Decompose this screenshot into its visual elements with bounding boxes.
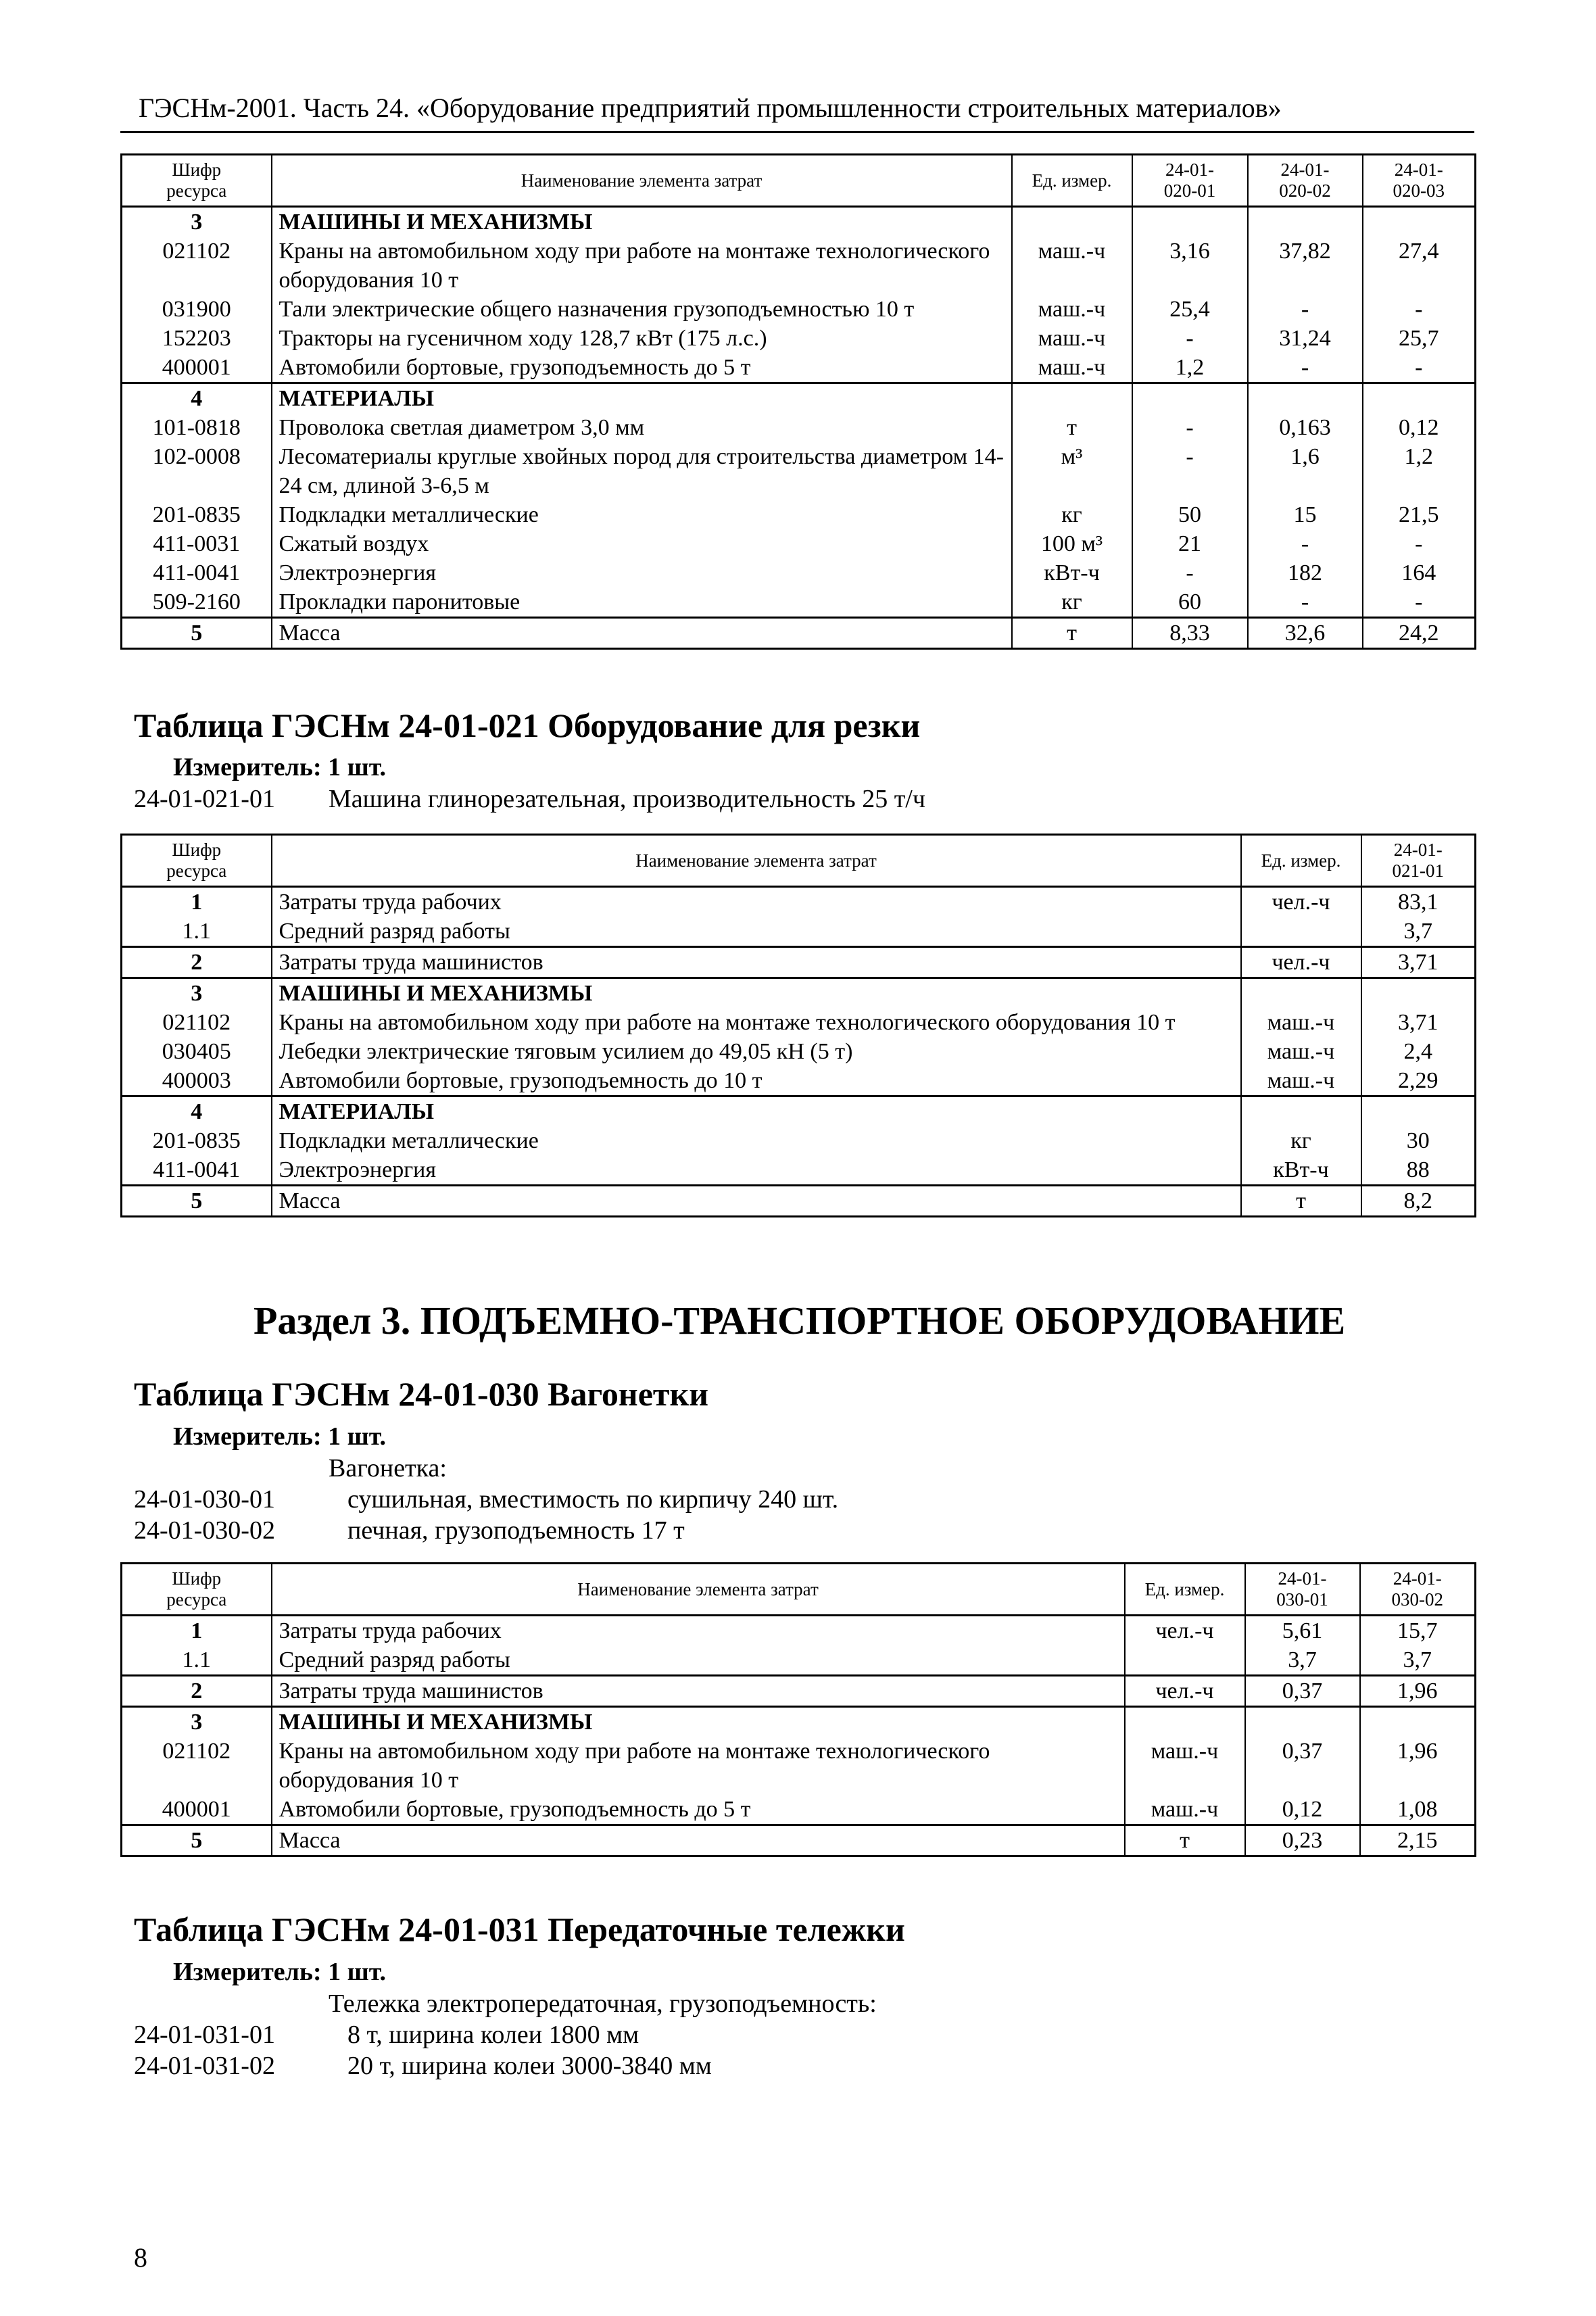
col-unit-header: Ед. измер. bbox=[1241, 835, 1361, 887]
unit-cell: т bbox=[1012, 413, 1132, 442]
cost-element-cell: Затраты труда машинистов bbox=[272, 1676, 1125, 1707]
cost-element-cell: Лебедки электрические тяговым усилием до 49,05 кН (5 т) bbox=[272, 1037, 1241, 1066]
resource-code-cell: 400001 bbox=[122, 1795, 272, 1825]
unit-cell: маш.-ч bbox=[1125, 1737, 1245, 1795]
cost-element-cell: Автомобили бортовые, грузоподъемность до 5 т bbox=[272, 353, 1012, 383]
col-norm-header: 24-01- 020-02 bbox=[1248, 155, 1363, 207]
col-norm-header: 24-01- 030-01 bbox=[1245, 1564, 1360, 1616]
norm-value-cell: 21,5 bbox=[1363, 500, 1476, 529]
resource-code-cell: 030405 bbox=[122, 1037, 272, 1066]
unit-cell: кг bbox=[1012, 500, 1132, 529]
table-row bbox=[122, 295, 1476, 324]
table-row bbox=[122, 978, 1476, 1009]
unit-cell: кВт-ч bbox=[1241, 1155, 1361, 1186]
resource-code-cell: 4 bbox=[122, 1096, 272, 1127]
resource-code-cell: 4 bbox=[122, 383, 272, 414]
cost-element-cell: Затраты труда рабочих bbox=[272, 1616, 1125, 1646]
resource-code-cell: 201-0835 bbox=[122, 500, 272, 529]
table-row bbox=[122, 1008, 1476, 1037]
unit-cell: т bbox=[1125, 1825, 1245, 1856]
table-row bbox=[122, 1676, 1476, 1707]
norm-value-cell: 21 bbox=[1132, 529, 1248, 558]
table-row bbox=[122, 618, 1476, 649]
table-row bbox=[122, 917, 1476, 947]
cost-element-cell: Электроэнергия bbox=[272, 558, 1012, 587]
table-row bbox=[122, 1795, 1476, 1825]
resource-code-cell: 1 bbox=[122, 1616, 272, 1646]
unit-cell: м³ bbox=[1012, 442, 1132, 500]
cost-element-cell: Краны на автомобильном ходу при работе на монтаже технологического оборудования 10 т bbox=[272, 1008, 1241, 1037]
table-header-row bbox=[122, 155, 1476, 207]
unit-cell: чел.-ч bbox=[1241, 947, 1361, 978]
table-row bbox=[122, 1616, 1476, 1646]
norm-value-cell: 2,4 bbox=[1361, 1037, 1476, 1066]
norm-value-cell: 60 bbox=[1132, 587, 1248, 618]
norm-value-cell: - bbox=[1132, 413, 1248, 442]
norm-code: 24-01-030-01 bbox=[134, 1485, 275, 1514]
norm-value-cell bbox=[1363, 383, 1476, 414]
cost-element-cell: Масса bbox=[272, 618, 1012, 649]
unit-cell: т bbox=[1241, 1186, 1361, 1217]
col-norm-header: 24-01- 030-02 bbox=[1360, 1564, 1476, 1616]
unit-cell: чел.-ч bbox=[1125, 1676, 1245, 1707]
resource-code-cell: 021102 bbox=[122, 237, 272, 295]
resource-code-cell: 411-0031 bbox=[122, 529, 272, 558]
resource-code-cell: 1.1 bbox=[122, 917, 272, 947]
unit-cell: чел.-ч bbox=[1241, 887, 1361, 917]
norm-value-cell: 37,82 bbox=[1248, 237, 1363, 295]
table-row bbox=[122, 587, 1476, 618]
norm-value-cell: 8,2 bbox=[1361, 1186, 1476, 1217]
cost-element-cell: МАТЕРИАЛЫ bbox=[272, 1096, 1241, 1127]
resource-code-cell: 5 bbox=[122, 1186, 272, 1217]
norm-value-cell bbox=[1248, 383, 1363, 414]
table-row bbox=[122, 1707, 1476, 1737]
norm-value-cell bbox=[1363, 207, 1476, 237]
cost-element-cell: Лесоматериалы круглые хвойных пород для строительства диаметром 14-24 см, длиной 3-6,5 м bbox=[272, 442, 1012, 500]
cost-element-cell: Краны на автомобильном ходу при работе на монтаже технологического оборудования 10 т bbox=[272, 1737, 1125, 1795]
norm-value-cell bbox=[1248, 207, 1363, 237]
norm-value-cell bbox=[1360, 1707, 1476, 1737]
table-title-24-01-031: Таблица ГЭСНм 24-01-031 Передаточные тележки bbox=[134, 1910, 905, 1948]
norms-table-24-01-030 bbox=[120, 1562, 1476, 1857]
norm-value-cell: 2,29 bbox=[1361, 1066, 1476, 1096]
resource-code-cell: 102-0008 bbox=[122, 442, 272, 500]
resource-code-cell: 5 bbox=[122, 618, 272, 649]
norm-value-cell: 30 bbox=[1361, 1126, 1476, 1155]
unit-cell: 100 м³ bbox=[1012, 529, 1132, 558]
table-row bbox=[122, 529, 1476, 558]
norm-value-cell: 3,7 bbox=[1360, 1645, 1476, 1676]
cost-element-cell: МАШИНЫ И МЕХАНИЗМЫ bbox=[272, 207, 1012, 237]
norm-code: 24-01-021-01 bbox=[134, 785, 275, 813]
cost-element-cell: Прокладки паронитовые bbox=[272, 587, 1012, 618]
norm-value-cell: 15 bbox=[1248, 500, 1363, 529]
col-code-header: Шифр ресурса bbox=[122, 1564, 272, 1616]
norm-value-cell: 0,23 bbox=[1245, 1825, 1360, 1856]
norm-value-cell: - bbox=[1132, 324, 1248, 353]
norm-value-cell: - bbox=[1248, 353, 1363, 383]
col-norm-header: 24-01- 020-01 bbox=[1132, 155, 1248, 207]
resource-code-cell: 021102 bbox=[122, 1008, 272, 1037]
norm-code: 24-01-030-02 bbox=[134, 1516, 275, 1545]
unit-cell: т bbox=[1012, 618, 1132, 649]
measure-unit: Измеритель: 1 шт. bbox=[173, 1958, 387, 1986]
table-header-row bbox=[122, 835, 1476, 887]
cost-element-cell: Проволока светлая диаметром 3,0 мм bbox=[272, 413, 1012, 442]
unit-cell: кВт-ч bbox=[1012, 558, 1132, 587]
norm-value-cell: 24,2 bbox=[1363, 618, 1476, 649]
table-row bbox=[122, 1126, 1476, 1155]
resource-code-cell: 021102 bbox=[122, 1737, 272, 1795]
resource-code-cell: 509-2160 bbox=[122, 587, 272, 618]
norm-code: 24-01-031-01 bbox=[134, 2021, 275, 2049]
resource-code-cell: 400001 bbox=[122, 353, 272, 383]
norm-value-cell: 0,163 bbox=[1248, 413, 1363, 442]
col-unit-header: Ед. измер. bbox=[1012, 155, 1132, 207]
table-row bbox=[122, 947, 1476, 978]
table-row bbox=[122, 1825, 1476, 1856]
unit-cell bbox=[1125, 1707, 1245, 1737]
norm-value-cell: 0,37 bbox=[1245, 1676, 1360, 1707]
resource-code-cell: 3 bbox=[122, 1707, 272, 1737]
norm-value-cell bbox=[1132, 383, 1248, 414]
table-row bbox=[122, 1155, 1476, 1186]
cost-element-cell: МАШИНЫ И МЕХАНИЗМЫ bbox=[272, 978, 1241, 1009]
unit-cell: маш.-ч bbox=[1125, 1795, 1245, 1825]
col-norm-header: 24-01- 021-01 bbox=[1361, 835, 1476, 887]
table-header-row bbox=[122, 1564, 1476, 1616]
norm-value-cell: 27,4 bbox=[1363, 237, 1476, 295]
norm-value-cell: 1,6 bbox=[1248, 442, 1363, 500]
resource-code-cell: 5 bbox=[122, 1825, 272, 1856]
norm-value-cell: 0,12 bbox=[1363, 413, 1476, 442]
col-norm-header: 24-01- 020-03 bbox=[1363, 155, 1476, 207]
table-row bbox=[122, 353, 1476, 383]
table-row bbox=[122, 383, 1476, 414]
norm-value-cell: - bbox=[1363, 353, 1476, 383]
norm-value-cell: 1,2 bbox=[1132, 353, 1248, 383]
unit-cell: кг bbox=[1012, 587, 1132, 618]
unit-cell bbox=[1012, 207, 1132, 237]
resource-code-cell: 1.1 bbox=[122, 1645, 272, 1676]
measure-unit: Измеритель: 1 шт. bbox=[173, 1422, 387, 1451]
cost-element-cell: Тракторы на гусеничном ходу 128,7 кВт (175 л.с.) bbox=[272, 324, 1012, 353]
norm-value-cell: 1,96 bbox=[1360, 1737, 1476, 1795]
norm-value-cell: 31,24 bbox=[1248, 324, 1363, 353]
resource-code-cell: 031900 bbox=[122, 295, 272, 324]
norm-value-cell: 5,61 bbox=[1245, 1616, 1360, 1646]
cost-element-cell: Сжатый воздух bbox=[272, 529, 1012, 558]
norm-value-cell: - bbox=[1363, 295, 1476, 324]
norm-value-cell bbox=[1361, 1096, 1476, 1127]
cost-element-cell: Средний разряд работы bbox=[272, 917, 1241, 947]
resource-code-cell: 2 bbox=[122, 947, 272, 978]
table-row bbox=[122, 442, 1476, 500]
table-row bbox=[122, 1066, 1476, 1096]
unit-cell: кг bbox=[1241, 1126, 1361, 1155]
table-row bbox=[122, 558, 1476, 587]
section-heading: Раздел 3. ПОДЪЕМНО-ТРАНСПОРТНОЕ ОБОРУДОВАНИЕ bbox=[253, 1299, 1346, 1343]
norm-value-cell: - bbox=[1248, 295, 1363, 324]
cost-element-cell: Масса bbox=[272, 1825, 1125, 1856]
unit-cell: маш.-ч bbox=[1012, 353, 1132, 383]
norm-description: 20 т, ширина колеи 3000-3840 мм bbox=[347, 2052, 712, 2080]
resource-code-cell: 101-0818 bbox=[122, 413, 272, 442]
norm-value-cell bbox=[1361, 978, 1476, 1009]
norm-value-cell bbox=[1245, 1707, 1360, 1737]
page-number: 8 bbox=[134, 2242, 147, 2273]
table-row bbox=[122, 207, 1476, 237]
cost-element-cell: Затраты труда рабочих bbox=[272, 887, 1241, 917]
table-row bbox=[122, 887, 1476, 917]
norm-description: печная, грузоподъемность 17 т bbox=[347, 1516, 685, 1545]
resource-code-cell: 411-0041 bbox=[122, 558, 272, 587]
norm-value-cell: 182 bbox=[1248, 558, 1363, 587]
norm-intro: Тележка электропередаточная, грузоподъемность: bbox=[329, 1989, 877, 2018]
table-row bbox=[122, 324, 1476, 353]
norm-value-cell: 83,1 bbox=[1361, 887, 1476, 917]
unit-cell bbox=[1012, 383, 1132, 414]
norm-description: Машина глинорезательная, производительность 25 т/ч bbox=[329, 785, 925, 813]
cost-element-cell: Электроэнергия bbox=[272, 1155, 1241, 1186]
cost-element-cell: Затраты труда машинистов bbox=[272, 947, 1241, 978]
norm-intro: Вагонетка: bbox=[329, 1454, 447, 1482]
norm-value-cell: - bbox=[1363, 529, 1476, 558]
norms-table-24-01-021 bbox=[120, 834, 1476, 1217]
unit-cell bbox=[1241, 1096, 1361, 1127]
table-row bbox=[122, 1186, 1476, 1217]
norm-value-cell: 8,33 bbox=[1132, 618, 1248, 649]
running-header: ГЭСНм-2001. Часть 24. «Оборудование предприятий промышленности строительных материалов» bbox=[139, 93, 1282, 123]
col-code-header: Шифр ресурса bbox=[122, 835, 272, 887]
norm-value-cell: 25,7 bbox=[1363, 324, 1476, 353]
table-title-24-01-030: Таблица ГЭСНм 24-01-030 Вагонетки bbox=[134, 1375, 709, 1413]
resource-code-cell: 400003 bbox=[122, 1066, 272, 1096]
table-row bbox=[122, 1645, 1476, 1676]
norm-value-cell: - bbox=[1132, 558, 1248, 587]
resource-code-cell: 152203 bbox=[122, 324, 272, 353]
norm-value-cell: - bbox=[1363, 587, 1476, 618]
norm-value-cell: 25,4 bbox=[1132, 295, 1248, 324]
table-row bbox=[122, 500, 1476, 529]
unit-cell: маш.-ч bbox=[1012, 324, 1132, 353]
cost-element-cell: Автомобили бортовые, грузоподъемность до 5 т bbox=[272, 1795, 1125, 1825]
unit-cell: маш.-ч bbox=[1012, 295, 1132, 324]
norm-value-cell: 50 bbox=[1132, 500, 1248, 529]
table-row bbox=[122, 237, 1476, 295]
unit-cell: маш.-ч bbox=[1241, 1008, 1361, 1037]
cost-element-cell: Краны на автомобильном ходу при работе на монтаже технологического оборудования 10 т bbox=[272, 237, 1012, 295]
norm-description: 8 т, ширина колеи 1800 мм bbox=[347, 2021, 639, 2049]
unit-cell bbox=[1241, 917, 1361, 947]
table-row bbox=[122, 413, 1476, 442]
norm-value-cell: 164 bbox=[1363, 558, 1476, 587]
norm-value-cell: 1,96 bbox=[1360, 1676, 1476, 1707]
resource-code-cell: 3 bbox=[122, 978, 272, 1009]
cost-element-cell: МАТЕРИАЛЫ bbox=[272, 383, 1012, 414]
norm-value-cell: 2,15 bbox=[1360, 1825, 1476, 1856]
norms-table-24-01-020 bbox=[120, 153, 1476, 650]
unit-cell: маш.-ч bbox=[1241, 1066, 1361, 1096]
norm-value-cell: - bbox=[1248, 587, 1363, 618]
table-row bbox=[122, 1096, 1476, 1127]
measure-unit: Измеритель: 1 шт. bbox=[173, 753, 387, 781]
norm-value-cell: 1,08 bbox=[1360, 1795, 1476, 1825]
cost-element-cell: Масса bbox=[272, 1186, 1241, 1217]
cost-element-cell: Автомобили бортовые, грузоподъемность до 10 т bbox=[272, 1066, 1241, 1096]
norm-value-cell: 3,7 bbox=[1361, 917, 1476, 947]
col-name-header: Наименование элемента затрат bbox=[272, 835, 1241, 887]
cost-element-cell: Тали электрические общего назначения грузоподъемностью 10 т bbox=[272, 295, 1012, 324]
col-name-header: Наименование элемента затрат bbox=[272, 1564, 1125, 1616]
norm-value-cell: - bbox=[1248, 529, 1363, 558]
norm-value-cell: 0,12 bbox=[1245, 1795, 1360, 1825]
unit-cell: маш.-ч bbox=[1241, 1037, 1361, 1066]
unit-cell: чел.-ч bbox=[1125, 1616, 1245, 1646]
col-unit-header: Ед. измер. bbox=[1125, 1564, 1245, 1616]
norm-value-cell: 3,71 bbox=[1361, 1008, 1476, 1037]
resource-code-cell: 1 bbox=[122, 887, 272, 917]
resource-code-cell: 2 bbox=[122, 1676, 272, 1707]
table-row bbox=[122, 1037, 1476, 1066]
resource-code-cell: 3 bbox=[122, 207, 272, 237]
table-row bbox=[122, 1737, 1476, 1795]
resource-code-cell: 201-0835 bbox=[122, 1126, 272, 1155]
norm-value-cell: 0,37 bbox=[1245, 1737, 1360, 1795]
unit-cell bbox=[1125, 1645, 1245, 1676]
norm-value-cell: 3,71 bbox=[1361, 947, 1476, 978]
norm-value-cell: - bbox=[1132, 442, 1248, 500]
table-title-24-01-021: Таблица ГЭСНм 24-01-021 Оборудование для резки bbox=[134, 706, 921, 744]
norm-description: сушильная, вместимость по кирпичу 240 шт. bbox=[347, 1485, 839, 1514]
col-name-header: Наименование элемента затрат bbox=[272, 155, 1012, 207]
unit-cell: маш.-ч bbox=[1012, 237, 1132, 295]
norm-value-cell: 15,7 bbox=[1360, 1616, 1476, 1646]
resource-code-cell: 411-0041 bbox=[122, 1155, 272, 1186]
cost-element-cell: МАШИНЫ И МЕХАНИЗМЫ bbox=[272, 1707, 1125, 1737]
norm-code: 24-01-031-02 bbox=[134, 2052, 275, 2080]
norm-value-cell: 1,2 bbox=[1363, 442, 1476, 500]
col-code-header: Шифр ресурса bbox=[122, 155, 272, 207]
norm-value-cell: 3,7 bbox=[1245, 1645, 1360, 1676]
cost-element-cell: Подкладки металлические bbox=[272, 1126, 1241, 1155]
header-rule bbox=[120, 131, 1474, 133]
norm-value-cell: 32,6 bbox=[1248, 618, 1363, 649]
unit-cell bbox=[1241, 978, 1361, 1009]
norm-value-cell: 3,16 bbox=[1132, 237, 1248, 295]
cost-element-cell: Подкладки металлические bbox=[272, 500, 1012, 529]
norm-value-cell bbox=[1132, 207, 1248, 237]
norm-value-cell: 88 bbox=[1361, 1155, 1476, 1186]
cost-element-cell: Средний разряд работы bbox=[272, 1645, 1125, 1676]
